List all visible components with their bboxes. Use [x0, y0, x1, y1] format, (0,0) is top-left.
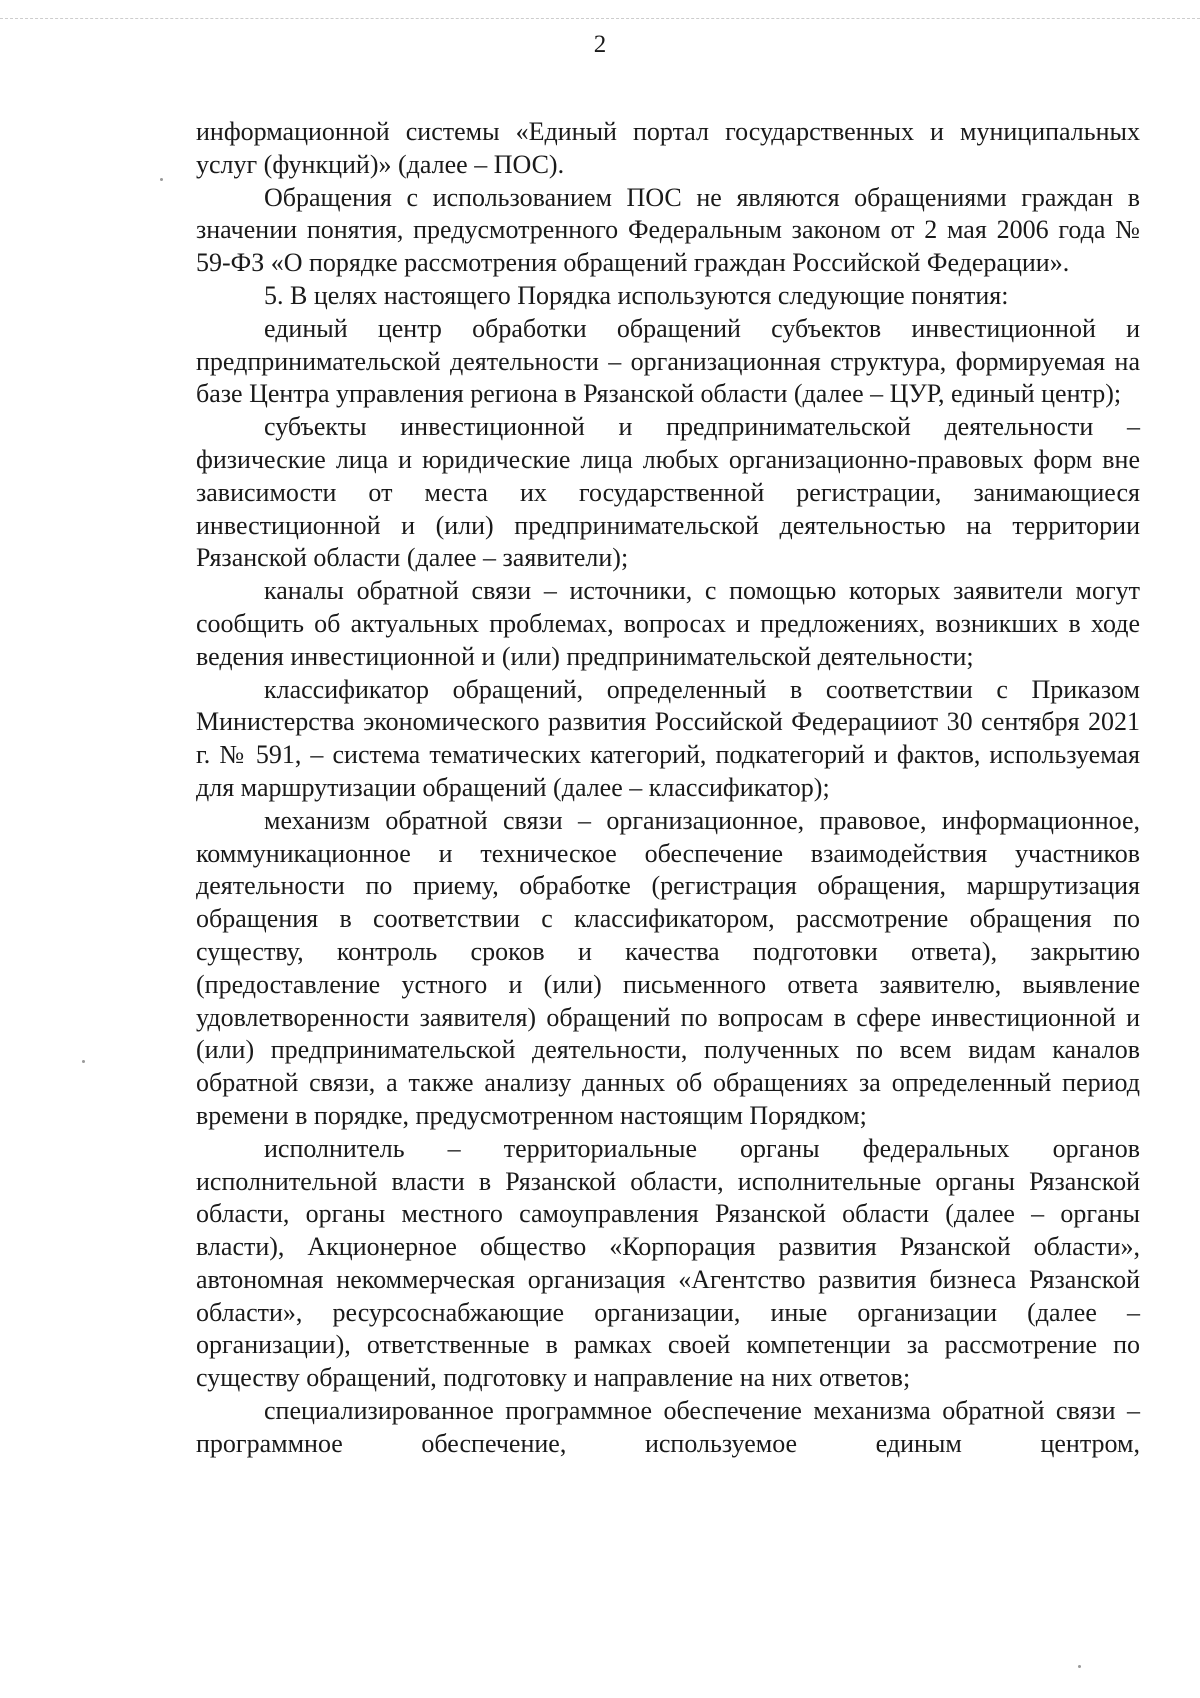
document-body: [196, 116, 1140, 1461]
paragraph-definition-classifier: классификатор обращений, определенный в соответствии с Приказом Министерства экономического развития Российской Федерацииот 30 сентября 2021 г. № 591, – система тематических категорий, подкатегорий и фактов, используемая для маршрутизации обращений (далее – классификатор);: [196, 674, 1140, 802]
paragraph-definition-feedback-mechanism: механизм обратной связи – организационное, правовое, информационное, коммуникационное и техническое обеспечение взаимодействия участников деятельности по приему, обработке (регистрация обращения, маршрутизация обращения в соответствии с классификатором, рассмотрение обращения по существу, контроль сроков и качества подготовки ответа), закрытию (предоставление устного и (или) письменного ответа заявителю, выявление удовлетворенности заявителя) обращений по вопросам в сфере инвестиционной и (или) предпринимательской деятельности, полученных по всем видам каналов обратной связи, а также анализу данных об обращениях за определенный период времени в порядке, предусмотренном настоящим Порядком;: [196, 805, 1140, 1130]
paragraph-definition-applicants: субъекты инвестиционной и предпринимательской деятельности – физические лица и юридические лица любых организационно-правовых форм вне зависимости от места их государственной регистрации, занимающиеся инвестиционной и (или) предпринимательской деятельностью на территории Рязанской области (далее – заявители);: [196, 412, 1140, 573]
paragraph-pos-note: Обращения с использованием ПОС не являются обращениями граждан в значении понятия, предусмотренного Федеральным законом от 2 мая 2006 года № 59-ФЗ «О порядке рассмотрения обращений граждан Российской Федерации».: [196, 182, 1140, 278]
paragraph-pos-definition: информационной системы «Единый портал государственных и муниципальных услуг (функций)» (далее – ПОС).: [196, 117, 1140, 179]
paragraph-definition-unified-center: единый центр обработки обращений субъектов инвестиционной и предпринимательской деятельности – организационная структура, формируемая на базе Центра управления региона в Рязанской области (далее – ЦУР, единый центр);: [196, 313, 1140, 409]
paragraph-definition-software: специализированное программное обеспечение механизма обратной связи – программное обеспечение, используемое единым центром,: [196, 1396, 1140, 1458]
scan-speck: [1078, 1665, 1081, 1668]
paragraph-section-5: 5. В целях настоящего Порядка используются следующие понятия:: [264, 280, 1009, 310]
scan-edge-artifact: [0, 18, 1200, 23]
scan-speck: [82, 1060, 85, 1063]
scan-speck: [160, 178, 163, 181]
page-number: 2: [593, 31, 607, 58]
paragraph-definition-feedback-channels: каналы обратной связи – источники, с помощью которых заявители могут сообщить об актуальных проблемах, вопросах и предложениях, возникших в ходе ведения инвестиционной и (или) предпринимательской деятельности;: [196, 576, 1140, 671]
paragraph-definition-executor: исполнитель – территориальные органы федеральных органов исполнительной власти в Рязанской области, исполнительные органы Рязанской области, органы местного самоуправления Рязанской области (далее – органы власти), Акционерное общество «Корпорация развития Рязанской области», автономная некоммерческая организация «Агентство развития бизнеса Рязанской области», ресурсоснабжающие организации, иные организации (далее – организации), ответственные в рамках своей компетенции за рассмотрение по существу обращений, подготовку и направление на них ответов;: [196, 1133, 1140, 1393]
